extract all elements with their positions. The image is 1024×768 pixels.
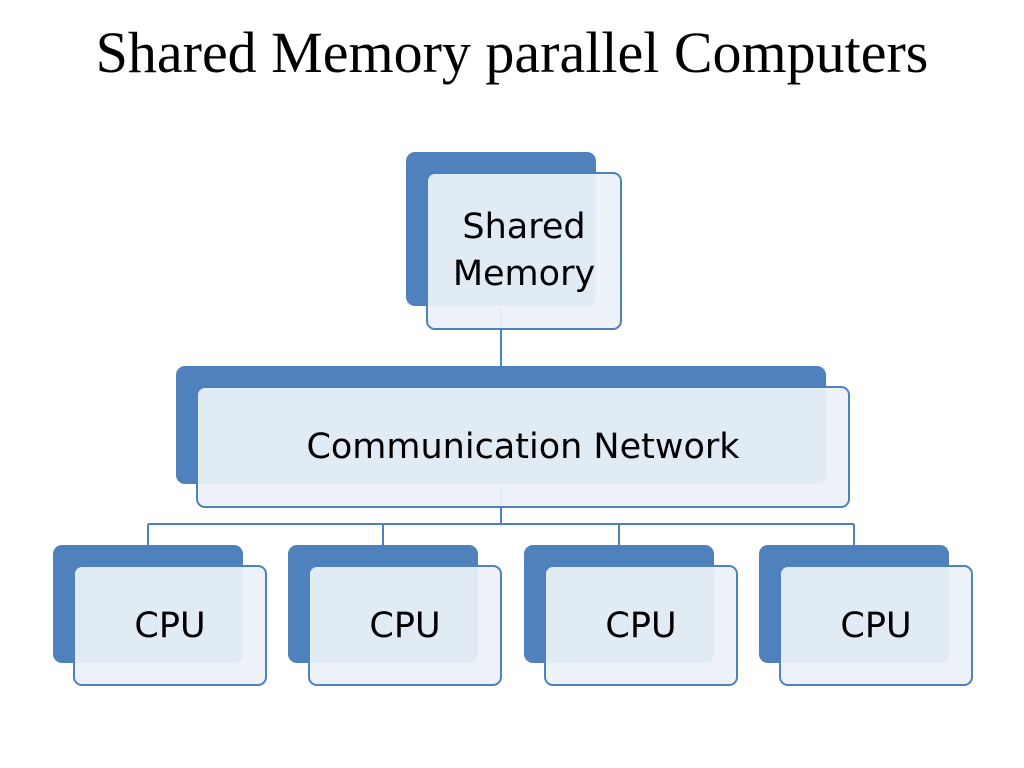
cpu-label: CPU	[134, 605, 206, 646]
shared-memory-label-line1: Shared	[462, 206, 586, 247]
cpu-node-3-box	[544, 565, 738, 686]
shared-memory-node-box	[426, 172, 622, 330]
cpu-node-4-box	[779, 565, 973, 686]
cpu-label: CPU	[605, 605, 677, 646]
cpu-label: CPU	[840, 605, 912, 646]
communication-network-label: Communication Network	[306, 427, 740, 467]
shared-memory-label-line2: Memory	[452, 254, 596, 294]
cpu-node-2-box	[308, 565, 502, 686]
cpu-node-1	[53, 545, 267, 686]
shared-memory-node	[406, 152, 622, 330]
cpu-node-3	[524, 545, 738, 686]
cpu-node-1-box	[73, 565, 267, 686]
communication-network-node-box	[196, 386, 850, 508]
cpu-node-4	[759, 545, 973, 686]
cpu-label: CPU	[369, 605, 441, 646]
slide-title: Shared Memory parallel Computers	[95, 20, 929, 85]
cpu-node-2	[288, 545, 502, 686]
communication-network-node	[176, 366, 850, 508]
